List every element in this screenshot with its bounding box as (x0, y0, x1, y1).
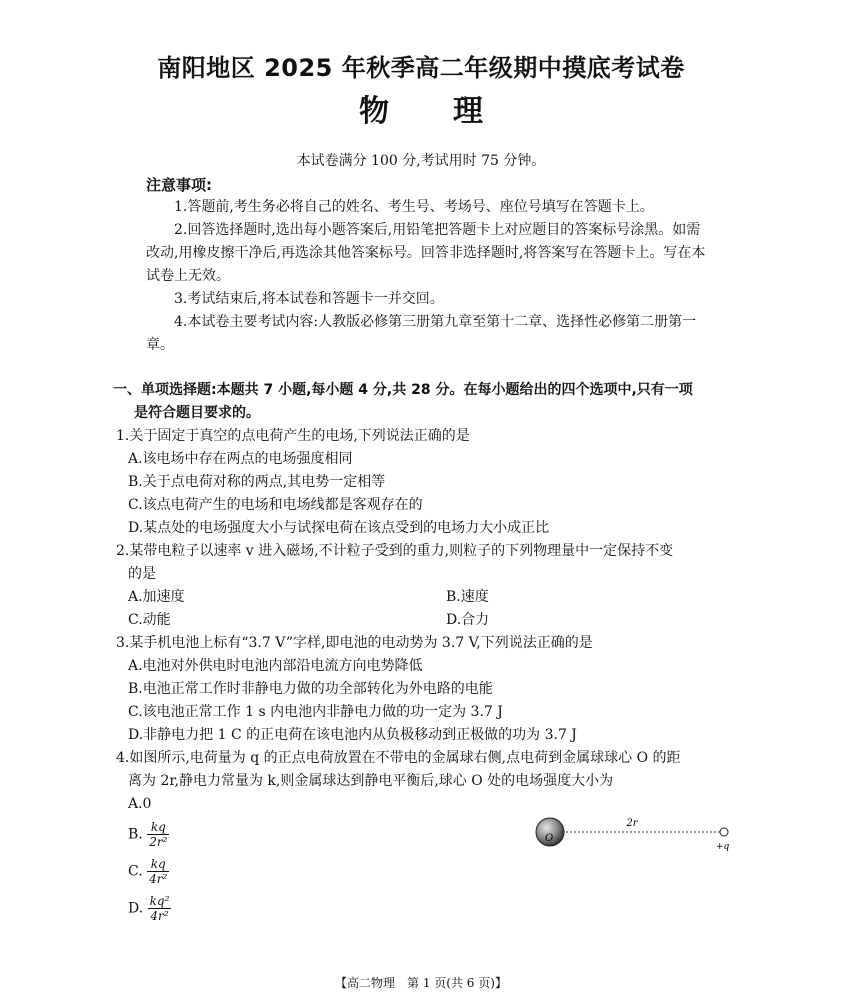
option-c: C.该电池正常工作 1 s 内电池内非静电力做的功一定为 3.7 J (128, 704, 503, 720)
question-3 (116, 632, 593, 747)
exam-info: 本试卷满分 100 分,考试用时 75 分钟。 (296, 153, 546, 169)
question-stem-line2: 的是 (128, 566, 156, 582)
page-title: 南阳地区 2025 年秋季高二年级期中摸底考试卷 (157, 54, 685, 82)
notice-item: 4.本试卷主要考试内容:人教版必修第三册第九章至第十二章、选择性必修第二册第一章。 (146, 314, 697, 353)
question-stem (116, 747, 681, 793)
option-b: B.电池正常工作时非静电力做的功全部转化为外电路的电能 (128, 681, 493, 697)
section-heading-line2: 是符合题目要求的。 (134, 405, 260, 421)
option-a: A.加速度 (128, 589, 185, 605)
option-c: C.动能 (128, 612, 171, 628)
question-1 (116, 425, 549, 540)
fraction-denominator: 4r² (150, 909, 169, 923)
question-stem-line2: 离为 2r,静电力常量为 k,则金属球达到静电平衡后,球心 O 处的电场强度大小为 (128, 773, 614, 789)
question-stem-line1: 2.某带电粒子以速率 v 进入磁场,不计粒子受到的重力,则粒子的下列物理量中一定保持不变 (116, 543, 674, 559)
notice-item: 1.答题前,考生务必将自己的姓名、考生号、考场号、座位号填写在答题卡上。 (174, 199, 654, 215)
fraction (147, 857, 169, 886)
question-stem-line1: 4.如图所示,电荷量为 q 的正点电荷放置在不带电的金属球右侧,点电荷到金属球球心 O 的距 (116, 750, 681, 766)
notice-heading: 注意事项: (146, 176, 212, 194)
point-charge (720, 828, 728, 836)
option-b: B.速度 (446, 589, 489, 605)
question-2 (116, 540, 752, 632)
charge-label: +q (716, 842, 730, 852)
option-label: D. (128, 900, 144, 917)
fraction-denominator: 2r² (149, 835, 168, 849)
subject-title: 物理 (359, 94, 547, 129)
question-stem (116, 540, 752, 586)
option-d: D.合力 (446, 612, 490, 628)
fraction-denominator: 4r² (149, 872, 168, 886)
fraction-numerator: kq² (149, 894, 170, 908)
notice-list (146, 196, 706, 357)
question-stem: 3.某手机电池上标有“3.7 V”字样,即电池的电动势为 3.7 V,下列说法正确的是 (116, 635, 593, 651)
fraction-numerator: kq (147, 820, 169, 835)
option-label: C. (128, 863, 143, 880)
question-stem: 1.关于固定于真空的点电荷产生的电场,下列说法正确的是 (116, 428, 470, 444)
notice-item: 2.回答选择题时,选出每小题答案后,用铅笔把答题卡上对应题目的答案标号涂黑。如需改动,用橡皮擦干净后,再选涂其他答案标号。回答非选择题时,将答案写在答题卡上。写在本试卷上无效。 (146, 222, 706, 284)
option-a: A.该电场中存在两点的电场强度相同 (128, 451, 353, 467)
option-d: D.某点处的电场强度大小与试探电荷在该点受到的电场力大小成正比 (128, 520, 550, 536)
section-heading-line1: 一、单项选择题:本题共 7 小题,每小题 4 分,共 28 分。在每小题给出的四个选项中,只有一项 (113, 382, 693, 398)
fraction (148, 894, 172, 923)
option-b: B.关于点电荷对称的两点,其电势一定相等 (128, 474, 386, 490)
section-heading (113, 379, 753, 425)
option-d: D.非静电力把 1 C 的正电荷在该电池内从负极移动到正极做的功为 3.7 J (128, 727, 577, 743)
option-a: A.电池对外供电时电池内部沿电流方向电势降低 (128, 658, 423, 674)
fraction-numerator: kq (147, 857, 169, 872)
option-c (116, 857, 681, 886)
center-label: O (545, 833, 554, 844)
option-c: C.该点电荷产生的电场和电场线都是客观存在的 (128, 497, 423, 513)
page-footer: 【高二物理 第 1 页(共 6 页)】 (335, 976, 507, 990)
notice-item: 3.考试结束后,将本试卷和答题卡一并交回。 (174, 291, 444, 307)
sphere-charge-figure (530, 812, 740, 858)
option-d (116, 894, 681, 923)
option-a: A.0 (128, 796, 152, 812)
distance-label: 2r (626, 818, 638, 829)
option-label: B. (128, 826, 143, 843)
fraction (147, 820, 169, 849)
